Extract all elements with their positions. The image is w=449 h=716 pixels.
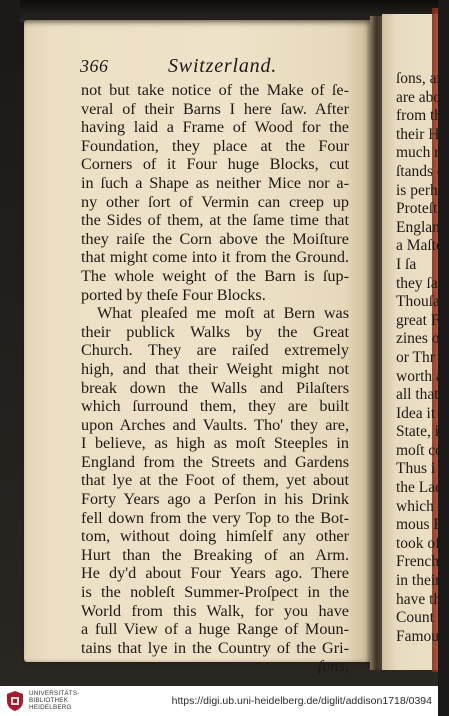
text-line: The whole weight of the Barn is ſup- xyxy=(81,266,349,285)
library-logo-text xyxy=(29,691,80,711)
text-line: veral of their Barns I here ſaw. After xyxy=(81,99,349,118)
facing-line: Thus i xyxy=(396,460,436,478)
running-title: Switzerland. xyxy=(168,55,278,77)
facing-line: State, i xyxy=(396,423,440,441)
facing-line: took of xyxy=(396,534,441,552)
text-line: that lye at the Foot of them, yet about xyxy=(81,471,349,490)
facing-line: French i xyxy=(396,553,448,571)
facing-line: are abou xyxy=(396,88,449,106)
text-line: England from the Streets and Gardens xyxy=(81,452,349,471)
facing-line: Famous xyxy=(396,627,446,645)
viewer-footer xyxy=(0,686,438,716)
text-line: Church. They are raiſed extremely xyxy=(81,341,349,360)
page-number: 366 xyxy=(80,56,109,76)
text-line: ported by theſe Four Blocks. xyxy=(81,285,266,304)
text-line: having laid a Frame of Wood for the xyxy=(81,118,349,137)
catchword: ſons, xyxy=(317,657,349,676)
logo-line: UNIVERSITÄTS- xyxy=(29,690,80,697)
text-line: What pleaſed me moſt at Bern was xyxy=(97,304,349,323)
facing-line: is perha xyxy=(396,181,445,199)
text-line: Foundation, they place at the Four xyxy=(81,136,349,155)
text-line: ny other ſort of Vermin can creep up xyxy=(81,192,349,211)
text-line: upon Arches and Vaults. Tho' they are, xyxy=(81,415,349,434)
logo-line: HEIDELBERG xyxy=(29,703,72,711)
text-line: not but take notice of the Make of ſe- xyxy=(81,81,349,99)
facing-line: in their xyxy=(396,572,441,590)
text-line: a full View of a huge Range of Moun- xyxy=(81,620,349,639)
text-line: that might come into it from the Ground. xyxy=(81,248,349,267)
text-line: the Sides of them, at the ſame time that xyxy=(81,211,349,230)
facing-line: from th xyxy=(396,107,443,125)
text-line: He dy'd about Four Years ago. There xyxy=(81,564,349,583)
text-line: break down the Walls and Pilaſters xyxy=(81,378,349,397)
body-text xyxy=(81,81,349,676)
text-line: which ſurround them, they are built xyxy=(81,397,349,416)
facing-line: which xyxy=(396,497,434,515)
facing-line: a Maſte xyxy=(396,237,443,255)
text-line: fell down from the very Top to the Bot- xyxy=(81,508,349,527)
facing-line: have th xyxy=(396,590,442,608)
facing-line: great F xyxy=(396,311,440,329)
text-line: Hurt than the Breaking of an Arm. xyxy=(81,545,349,564)
text-line: their publick Walks by the Great xyxy=(81,322,349,341)
facing-line: or Thr xyxy=(396,348,435,366)
facing-line: worth a xyxy=(396,367,443,385)
logo-line: BIBLIOTHEK xyxy=(29,696,69,704)
facing-line: the Lad xyxy=(396,479,443,497)
text-line: in ſuch a Shape as neither Mice nor a- xyxy=(81,173,349,192)
text-line: I believe, as high as moſt Steeples in xyxy=(81,434,349,453)
facing-page-text xyxy=(396,70,449,646)
facing-line: moſt co xyxy=(396,441,443,459)
source-url-link[interactable]: https://digi.ub.uni-heidelberg.de/diglit/addison1718/0394 xyxy=(171,695,432,707)
facing-line: they ſa xyxy=(396,274,438,292)
text-line: they raiſe the Corn above the Moiſture xyxy=(81,229,349,248)
facing-line: Proteſt xyxy=(396,200,438,218)
facing-line: Idea it xyxy=(396,404,436,422)
facing-line: all that xyxy=(396,386,439,404)
facing-line: I ſa xyxy=(396,255,417,273)
text-line: Forty Years ago a Perſon in his Drink xyxy=(81,490,349,509)
text-line: is the nobleſt Summer-Proſpect in the xyxy=(81,583,349,602)
library-logo[interactable] xyxy=(5,689,115,713)
facing-line: ſons, an xyxy=(396,70,445,87)
text-line: World from this Walk, for you have xyxy=(81,601,349,620)
page-header xyxy=(80,56,360,80)
text-line: tom, without doing himſelf any other xyxy=(81,527,349,546)
text-line: tains that lye in the Country of the Gri- xyxy=(81,638,349,657)
facing-line: much r xyxy=(396,144,440,162)
facing-line: England xyxy=(396,218,448,236)
text-line: Corners of it Four huge Blocks, cut xyxy=(81,155,349,174)
facing-line: Thouſa xyxy=(396,293,440,311)
facing-line: mous E xyxy=(396,516,443,534)
text-line: high, and that their Weight might not xyxy=(81,359,349,378)
library-logo-icon xyxy=(5,690,25,712)
facing-line: their H xyxy=(396,125,440,143)
facing-line: zines o xyxy=(396,330,440,348)
facing-line: ſtands o xyxy=(396,162,445,180)
facing-line: Count v xyxy=(396,609,446,627)
